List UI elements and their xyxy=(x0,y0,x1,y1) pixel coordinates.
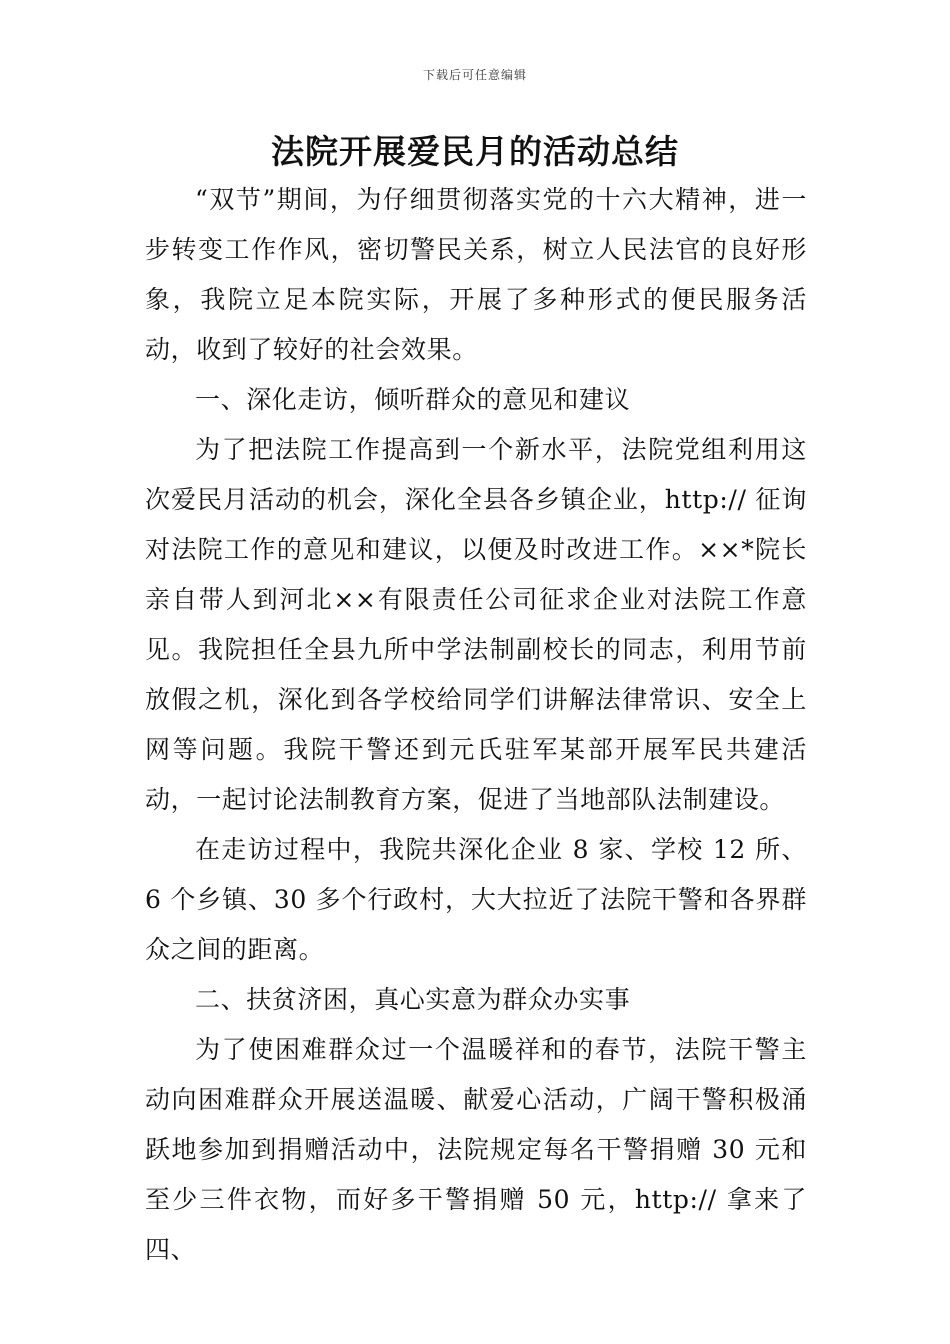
section-heading-2: 二、扶贫济困，真心实意为群众办实事 xyxy=(195,985,631,1014)
header-note: 下载后可任意编辑 xyxy=(422,68,527,82)
paragraph-donations: 为了使困难群众过一个温暖祥和的春节，法院干警主动向困难群众开展送温暖、献爱心活动，广阔干警积极涌跃地参加到捐赠活动中，法院规定每名干警捐赠 30 元和至少三件衣物，而好多干警捐赠 50 元，http:// 拿来了四、 xyxy=(145,1035,807,1264)
paragraph-visits: 为了把法院工作提高到一个新水平，法院党组利用这次爱民月活动的机会，深化全县各乡镇企业，http:// 征询对法院工作的意见和建议，以便及时改进工作。××*院长亲自带人到河北××有限责任公司征求企业对法院工作意见。我院担任全县九所中学法制副校长的同志，利用节前放假之机，深化到各学校给同学们讲解法律常识、安全上网等问题。我院干警还到元氏驻军某部开展军民共建活动，一起讨论法制教育方案，促进了当地部队法制建设。 xyxy=(145,435,807,814)
document-title: 法院开展爱民月的活动总结 xyxy=(271,132,679,171)
paragraph-intro: “双节”期间，为仔细贯彻落实党的十六大精神，进一步转变工作作风，密切警民关系，树立人民法官的良好形象，我院立足本院实际，开展了多种形式的便民服务活动，收到了较好的社会效果。 xyxy=(145,185,807,364)
paragraph-visit-stats: 在走访过程中，我院共深化企业 8 家、学校 12 所、6 个乡镇、30 多个行政村，大大拉近了法院干警和各界群众之间的距离。 xyxy=(145,835,807,964)
section-heading-1: 一、深化走访，倾听群众的意见和建议 xyxy=(195,385,631,414)
document-body xyxy=(145,175,807,1275)
